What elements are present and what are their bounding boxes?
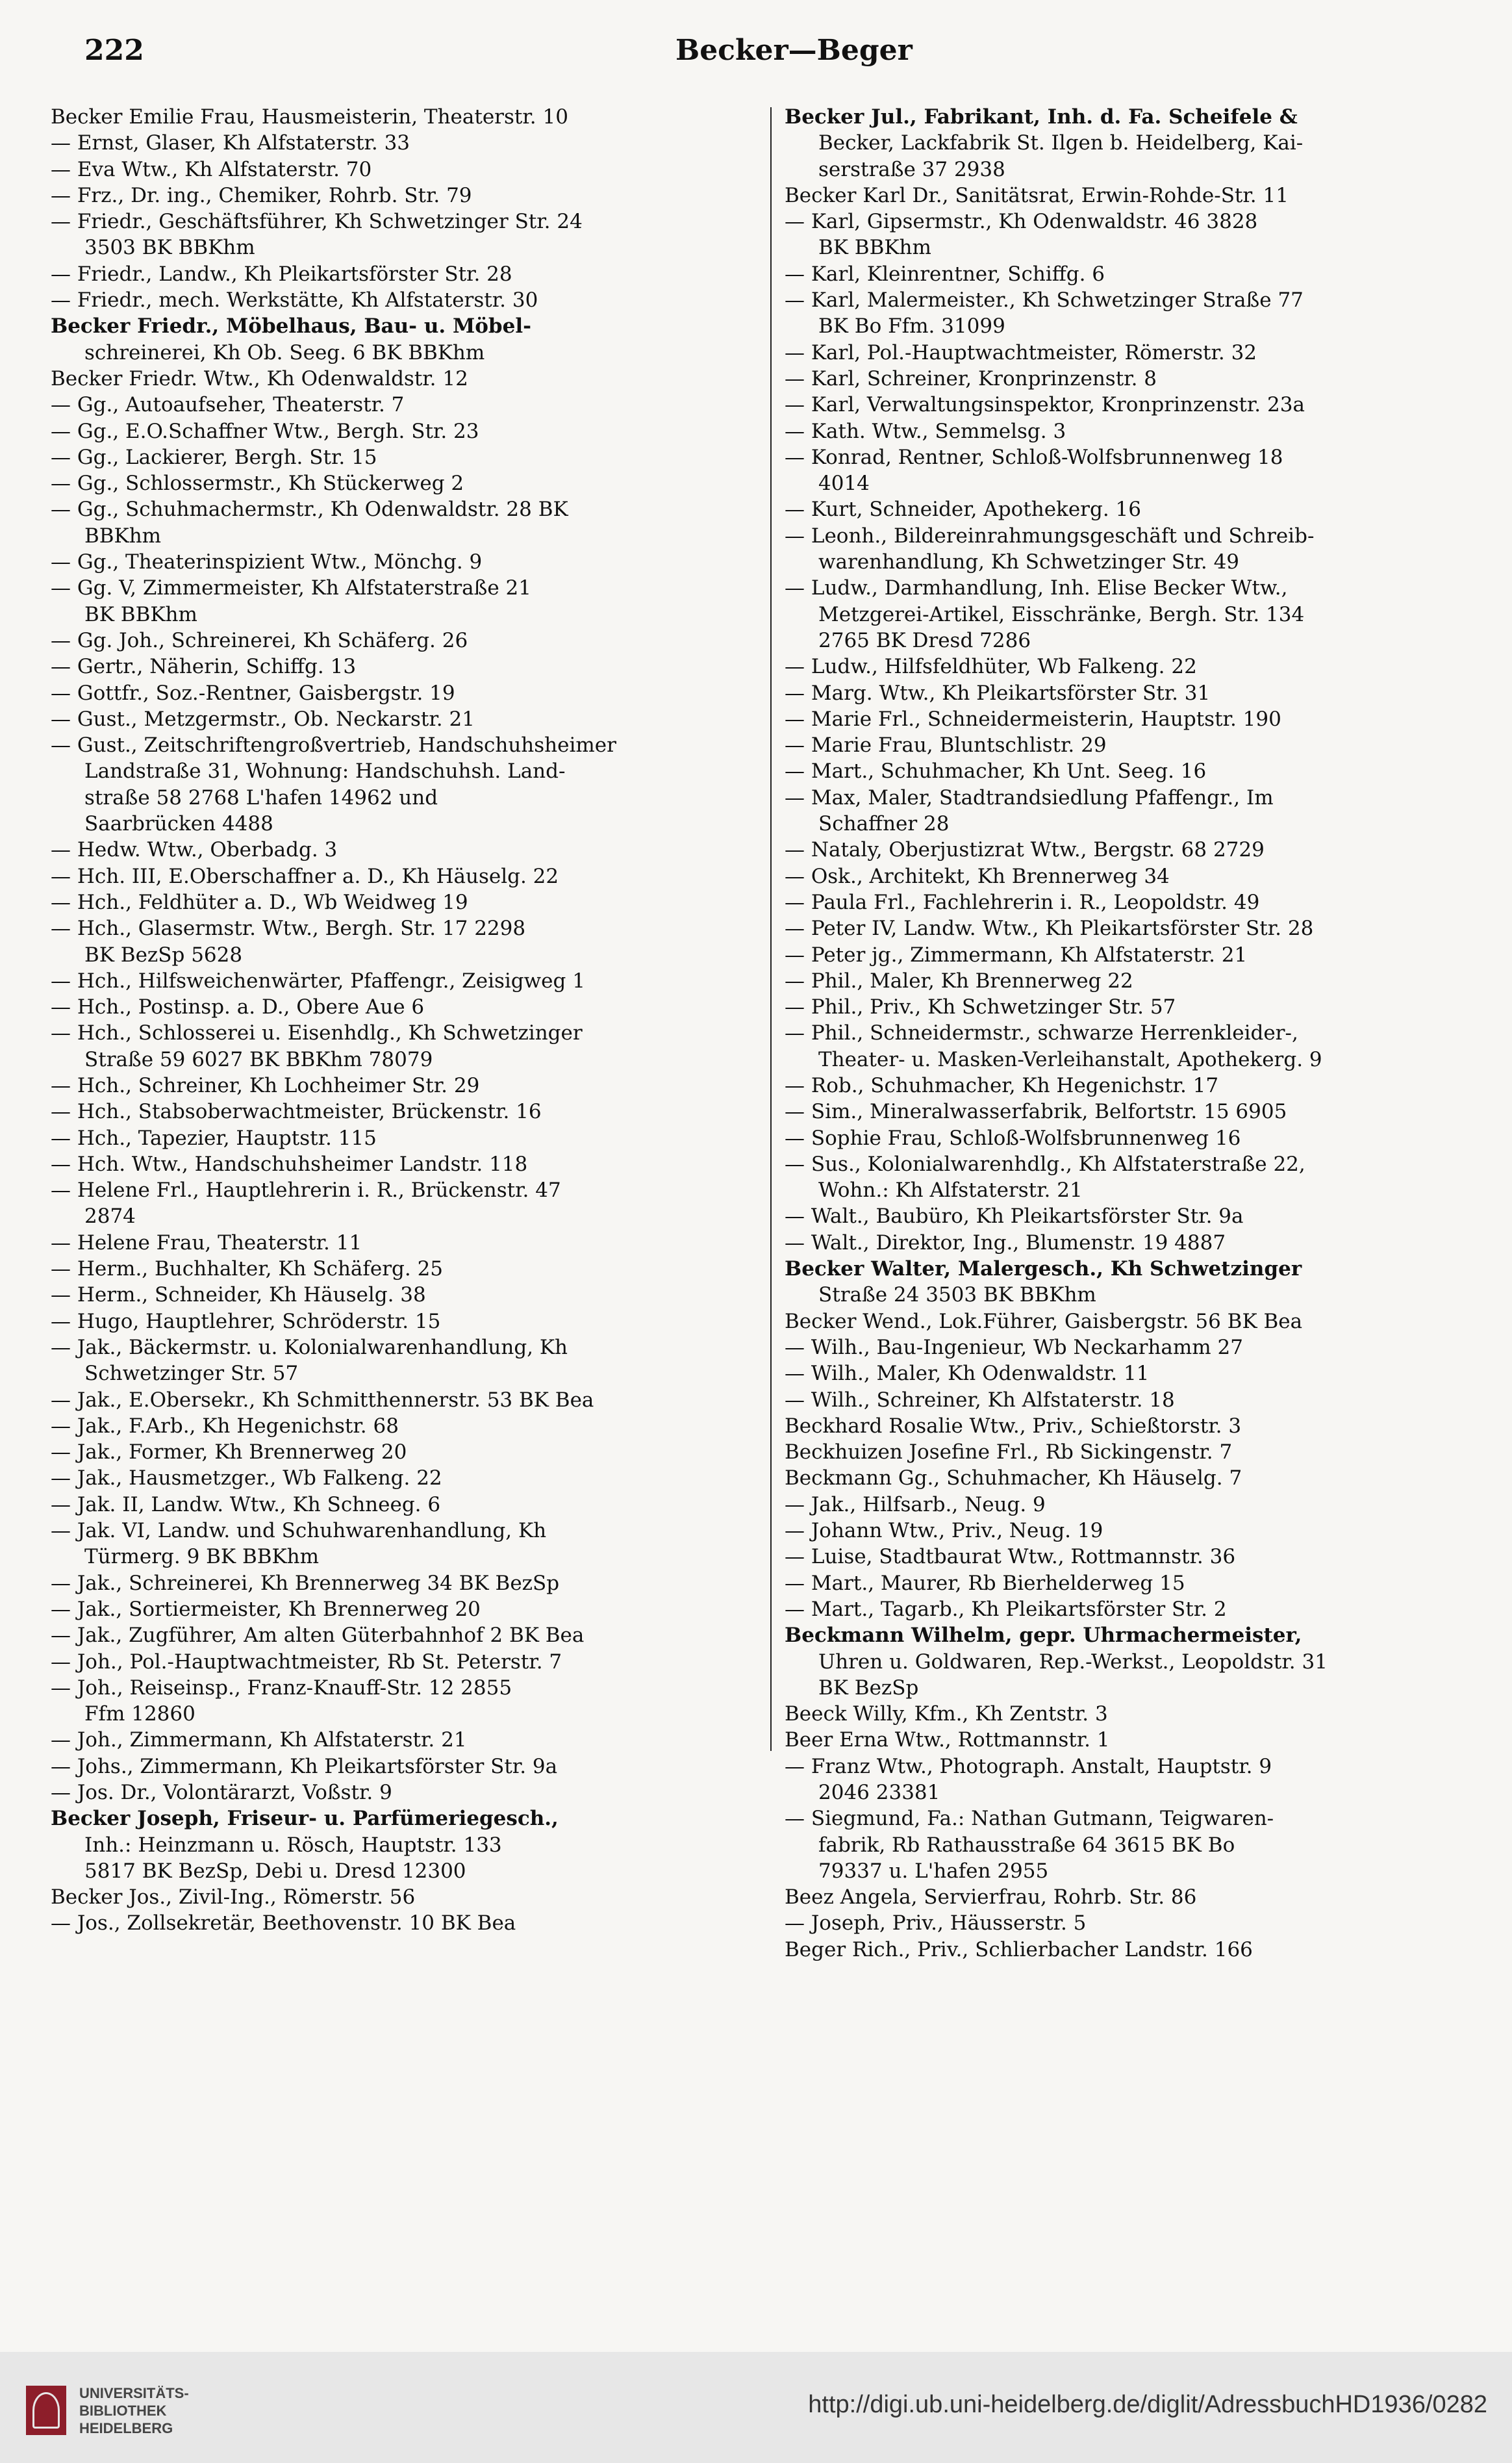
running-head: Becker—Beger (675, 34, 913, 67)
directory-entry-line: serstraße 37 2938 (818, 157, 1005, 181)
directory-entry-line: — Wilh., Bau-Ingenieur, Wb Neckarhamm 27 (785, 1335, 1243, 1359)
directory-entry-line: — Mart., Schuhmacher, Kh Unt. Seeg. 16 (785, 759, 1207, 784)
directory-entry-line: Wohn.: Kh Alfstaterstr. 21 (818, 1179, 1083, 1203)
directory-entry-line: — Joseph, Priv., Häusserstr. 5 (785, 1911, 1087, 1935)
directory-entry-line: — Karl, Schreiner, Kronprinzenstr. 8 (785, 366, 1157, 390)
directory-entry-line: — Leonh., Bildereinrahmungsgeschäft und Schreib- (785, 524, 1315, 548)
directory-entry-line: — Hch., Postinsp. a. D., Obere Aue 6 (51, 995, 425, 1019)
directory-entry-line: Becker Karl Dr., Sanitätsrat, Erwin-Rohde-Str. 11 (785, 183, 1289, 207)
directory-entry-line: — Eva Wtw., Kh Alfstaterstr. 70 (51, 157, 372, 181)
directory-entry-line: Becker Jos., Zivil-Ing., Römerstr. 56 (51, 1885, 416, 1909)
directory-entry-line: Becker Jul., Fabrikant, Inh. d. Fa. Scheifele & (785, 105, 1298, 129)
directory-entry-line: — Hch., Schlosserei u. Eisenhdlg., Kh Schwetzinger (51, 1021, 583, 1045)
directory-entry-line: — Marg. Wtw., Kh Pleikartsförster Str. 31 (785, 681, 1211, 705)
directory-entry-line: — Marie Frl., Schneidermeisterin, Hauptstr. 190 (785, 707, 1281, 731)
directory-entry-line: — Jak., Bäckermstr. u. Kolonialwarenhandlung, Kh (51, 1335, 568, 1359)
directory-entry-line: — Max, Maler, Stadtrandsiedlung Pfaffengr., Im (785, 785, 1274, 810)
directory-entry-line: BK BBKhm (84, 602, 197, 626)
directory-entry-line: 2765 BK Dresd 7286 (818, 628, 1031, 652)
directory-entry-line: — Kath. Wtw., Semmelsg. 3 (785, 419, 1066, 443)
directory-entry-line: — Hch. Wtw., Handschuhsheimer Landstr. 118 (51, 1152, 528, 1176)
directory-entry-line: Becker Walter, Malergesch., Kh Schwetzinger (785, 1257, 1302, 1281)
directory-entry-line: — Hch., Schreiner, Kh Lochheimer Str. 29 (51, 1073, 480, 1097)
directory-entry-line: — Hch., Feldhüter a. D., Wb Weidweg 19 (51, 890, 468, 914)
directory-entry-line: — Hch., Hilfsweichenwärter, Pfaffengr., Zeisigweg 1 (51, 969, 585, 993)
directory-entry-line: — Peter IV, Landw. Wtw., Kh Pleikartsförster Str. 28 (785, 917, 1314, 941)
directory-entry-line: — Gottfr., Soz.-Rentner, Gaisbergstr. 19 (51, 681, 455, 705)
directory-entry-line: schreinerei, Kh Ob. Seeg. 6 BK BBKhm (84, 340, 485, 364)
directory-entry-line: — Gg., Schlossermstr., Kh Stückerweg 2 (51, 472, 464, 496)
directory-entry-line: — Karl, Kleinrentner, Schiffg. 6 (785, 262, 1105, 286)
directory-entry-line: — Jak., Zugführer, Am alten Güterbahnhof 2 BK Bea (51, 1624, 585, 1648)
directory-entry-line: — Joh., Pol.-Hauptwachtmeister, Rb St. Peterstr. 7 (51, 1650, 562, 1674)
directory-entry-line: 4014 (818, 472, 870, 496)
directory-entry-line: BBKhm (84, 524, 162, 548)
directory-entry-line: — Joh., Zimmermann, Kh Alfstaterstr. 21 (51, 1728, 467, 1752)
directory-entry-line: — Johs., Zimmermann, Kh Pleikartsförster Str. 9a (51, 1754, 558, 1778)
directory-entry-line: — Gg., E.O.Schaffner Wtw., Bergh. Str. 23 (51, 419, 479, 443)
directory-entry-line: 5817 BK BezSp, Debi u. Dresd 12300 (84, 1859, 466, 1883)
directory-entry-line: Beckhard Rosalie Wtw., Priv., Schießtorstr. 3 (785, 1414, 1242, 1438)
directory-entry-line: — Franz Wtw., Photograph. Anstalt, Hauptstr. 9 (785, 1754, 1272, 1778)
directory-entry-line: — Paula Frl., Fachlehrerin i. R., Leopoldstr. 49 (785, 890, 1260, 914)
directory-entry-line: — Friedr., Landw., Kh Pleikartsförster Str. 28 (51, 262, 512, 286)
library-name (79, 2384, 189, 2437)
directory-entry-line: — Gertr., Näherin, Schiffg. 13 (51, 655, 357, 679)
directory-entry-line: — Mart., Tagarb., Kh Pleikartsförster Str. 2 (785, 1597, 1227, 1621)
directory-entry-line: — Herm., Buchhalter, Kh Schäferg. 25 (51, 1257, 444, 1281)
directory-entry-line: — Siegmund, Fa.: Nathan Gutmann, Teigwaren- (785, 1807, 1274, 1831)
column-divider (770, 107, 772, 1751)
directory-entry-line: Schwetzinger Str. 57 (84, 1362, 299, 1386)
directory-entry-line: — Hedw. Wtw., Oberbadg. 3 (51, 838, 338, 862)
directory-entry-line: Straße 59 6027 BK BBKhm 78079 (84, 1047, 433, 1071)
directory-entry-line: — Kurt, Schneider, Apothekerg. 16 (785, 498, 1141, 522)
directory-entry-line: 3503 BK BBKhm (84, 236, 255, 260)
directory-entry-line: — Jak., E.Obersekr., Kh Schmitthennerstr. 53 BK Bea (51, 1388, 594, 1412)
directory-entry-line: — Phil., Schneidermstr., schwarze Herrenkleider-, (785, 1021, 1298, 1045)
directory-entry-line: — Ludw., Darmhandlung, Inh. Elise Becker Wtw., (785, 576, 1288, 600)
directory-entry-line: — Sus., Kolonialwarenhdlg., Kh Alfstaterstraße 22, (785, 1152, 1305, 1176)
directory-entry-line: — Hch., Stabsoberwachtmeister, Brückenstr. 16 (51, 1100, 542, 1124)
directory-entry-line: — Gust., Zeitschriftengroßvertrieb, Handschuhsheimer (51, 734, 616, 758)
directory-entry-line: — Karl, Verwaltungsinspektor, Kronprinzenstr. 23a (785, 393, 1305, 417)
directory-entry-line: — Friedr., Geschäftsführer, Kh Schwetzinger Str. 24 (51, 210, 583, 234)
directory-entry-line: — Walt., Baubüro, Kh Pleikartsförster Str. 9a (785, 1205, 1244, 1229)
directory-entry-line: — Jak. VI, Landw. und Schuhwarenhandlung, Kh (51, 1519, 547, 1543)
directory-entry-line: — Phil., Priv., Kh Schwetzinger Str. 57 (785, 995, 1176, 1019)
directory-entry-line: — Walt., Direktor, Ing., Blumenstr. 19 4887 (785, 1231, 1226, 1255)
directory-entry-line: Becker Friedr., Möbelhaus, Bau- u. Möbel- (51, 314, 531, 338)
directory-entry-line: Landstraße 31, Wohnung: Handschuhsh. Land- (84, 759, 566, 784)
directory-entry-line: BK BBKhm (818, 236, 931, 260)
viewer-footer (0, 2352, 1512, 2463)
directory-entry-line: — Luise, Stadtbaurat Wtw., Rottmannstr. 36 (785, 1545, 1236, 1569)
directory-entry-line: BK BezSp (818, 1676, 919, 1700)
directory-entry-line: — Helene Frau, Theaterstr. 11 (51, 1231, 362, 1255)
directory-entry-line: — Gg., Autoaufseher, Theaterstr. 7 (51, 393, 405, 417)
directory-entry-line: — Friedr., mech. Werkstätte, Kh Alfstaterstr. 30 (51, 288, 538, 313)
directory-entry-line: — Jak., Schreinerei, Kh Brennerweg 34 BK BezSp (51, 1571, 560, 1595)
directory-entry-line: — Hch., Tapezier, Hauptstr. 115 (51, 1126, 377, 1150)
directory-entry-line: Inh.: Heinzmann u. Rösch, Hauptstr. 133 (84, 1833, 502, 1857)
directory-entry-line: Becker Wend., Lok.Führer, Gaisbergstr. 56 BK Bea (785, 1309, 1303, 1333)
directory-entry-line: — Marie Frau, Bluntschlistr. 29 (785, 734, 1107, 758)
directory-entry-line: — Jak., Hausmetzger., Wb Falkeng. 22 (51, 1466, 442, 1490)
left-column (51, 104, 762, 1937)
directory-entry-line: — Jak., Hilfsarb., Neug. 9 (785, 1492, 1046, 1516)
directory-entry-line: — Johann Wtw., Priv., Neug. 19 (785, 1519, 1103, 1543)
directory-entry-line: Becker Emilie Frau, Hausmeisterin, Theaterstr. 10 (51, 105, 568, 129)
directory-entry-line: Metzgerei-Artikel, Eisschränke, Bergh. Str. 134 (818, 602, 1305, 626)
directory-entry-line: Beez Angela, Servierfrau, Rohrb. Str. 86 (785, 1885, 1197, 1909)
directory-entry-line: — Sophie Frau, Schloß-Wolfsbrunnenweg 16 (785, 1126, 1241, 1150)
directory-entry-line: Theater- u. Masken-Verleihanstalt, Apothekerg. 9 (818, 1047, 1322, 1071)
directory-entry-line: Becker, Lackfabrik St. Ilgen b. Heidelberg, Kai- (818, 131, 1304, 155)
directory-entry-line: Beckmann Gg., Schuhmacher, Kh Häuselg. 7 (785, 1466, 1242, 1490)
directory-entry-line: — Karl, Malermeister., Kh Schwetzinger Straße 77 (785, 288, 1304, 313)
library-name-line: BIBLIOTHEK (79, 2403, 167, 2419)
directory-entry-line: BK Bo Ffm. 31099 (818, 314, 1005, 338)
directory-entry-line: — Jak., Former, Kh Brennerweg 20 (51, 1440, 407, 1464)
directory-entry-line: — Jos., Zollsekretär, Beethovenstr. 10 BK Bea (51, 1911, 516, 1935)
directory-entry-line: Türmerg. 9 BK BBKhm (84, 1545, 320, 1569)
directory-entry-line: Becker Joseph, Friseur- u. Parfümeriegesch., (51, 1807, 559, 1831)
directory-entry-line: 2874 (84, 1205, 136, 1229)
directory-entry-line: — Karl, Gipsermstr., Kh Odenwaldstr. 46 3828 (785, 210, 1258, 234)
directory-entry-line: — Helene Frl., Hauptlehrerin i. R., Brückenstr. 47 (51, 1179, 561, 1203)
directory-entry-line: Becker Friedr. Wtw., Kh Odenwaldstr. 12 (51, 366, 468, 390)
directory-entry-line: 79337 u. L'hafen 2955 (818, 1859, 1049, 1883)
directory-entry-line: BK BezSp 5628 (84, 943, 243, 967)
directory-entry-line: — Gg. V, Zimmermeister, Kh Alfstaterstraße 21 (51, 576, 531, 600)
directory-entry-line: Saarbrücken 4488 (84, 812, 273, 836)
directory-entry-line: — Ernst, Glaser, Kh Alfstaterstr. 33 (51, 131, 410, 155)
directory-entry-line: fabrik, Rb Rathausstraße 64 3615 BK Bo (818, 1833, 1235, 1857)
directory-entry-line: — Phil., Maler, Kh Brennerweg 22 (785, 969, 1133, 993)
directory-entry-line: — Gg., Lackierer, Bergh. Str. 15 (51, 445, 377, 469)
directory-entry-line: — Gust., Metzgermstr., Ob. Neckarstr. 21 (51, 707, 475, 731)
directory-entry-line: — Frz., Dr. ing., Chemiker, Rohrb. Str. 79 (51, 183, 472, 207)
directory-entry-line: — Jos. Dr., Volontärarzt, Voßstr. 9 (51, 1781, 392, 1804)
directory-entry-line: Schaffner 28 (818, 812, 950, 836)
directory-entry-line: Uhren u. Goldwaren, Rep.-Werkst., Leopoldstr. 31 (818, 1650, 1328, 1674)
directory-entry-line: — Mart., Maurer, Rb Bierhelderweg 15 (785, 1571, 1185, 1595)
directory-entry-line: warenhandlung, Kh Schwetzinger Str. 49 (818, 550, 1240, 574)
library-name-line: HEIDELBERG (79, 2420, 173, 2436)
directory-entry-line: — Jak. II, Landw. Wtw., Kh Schneeg. 6 (51, 1492, 441, 1516)
directory-entry-line: — Jak., Sortiermeister, Kh Brennerweg 20 (51, 1597, 481, 1621)
directory-entry-line: — Gg. Joh., Schreinerei, Kh Schäferg. 26 (51, 628, 468, 652)
directory-entry-line: Beeck Willy, Kfm., Kh Zentstr. 3 (785, 1702, 1108, 1726)
directory-entry-line: — Wilh., Maler, Kh Odenwaldstr. 11 (785, 1362, 1150, 1386)
right-column (785, 104, 1447, 1963)
directory-entry-line: — Osk., Architekt, Kh Brennerweg 34 (785, 864, 1170, 888)
directory-entry-line: — Joh., Reiseinsp., Franz-Knauff-Str. 12 2855 (51, 1676, 512, 1700)
directory-entry-line: — Gg., Theaterinspizient Wtw., Mönchg. 9 (51, 550, 483, 574)
directory-entry-line: Beger Rich., Priv., Schlierbacher Landstr. 166 (785, 1937, 1253, 1961)
directory-entry-line: Beckmann Wilhelm, gepr. Uhrmachermeister, (785, 1624, 1302, 1648)
directory-entry-line: — Rob., Schuhmacher, Kh Hegenichstr. 17 (785, 1073, 1219, 1097)
directory-entry-line: — Herm., Schneider, Kh Häuselg. 38 (51, 1283, 426, 1307)
directory-entry-line: straße 58 2768 L'hafen 14962 und (84, 785, 438, 810)
directory-entry-line: Beckhuizen Josefine Frl., Rb Sickingenstr. 7 (785, 1440, 1233, 1464)
directory-entry-line: Straße 24 3503 BK BBKhm (818, 1283, 1096, 1307)
directory-entry-line: — Gg., Schuhmachermstr., Kh Odenwaldstr. 28 BK (51, 498, 568, 522)
directory-entry-line: — Peter jg., Zimmermann, Kh Alfstaterstr. 21 (785, 943, 1248, 967)
directory-entry-line: — Jak., F.Arb., Kh Hegenichstr. 68 (51, 1414, 399, 1438)
directory-entry-line: — Konrad, Rentner, Schloß-Wolfsbrunnenweg 18 (785, 445, 1283, 469)
directory-entry-line: Beer Erna Wtw., Rottmannstr. 1 (785, 1728, 1110, 1752)
directory-entry-line: — Sim., Mineralwasserfabrik, Belfortstr. 15 6905 (785, 1100, 1287, 1124)
directory-entry-line: — Hch. III, E.Oberschaffner a. D., Kh Häuselg. 22 (51, 864, 559, 888)
directory-entry-line: — Karl, Pol.-Hauptwachtmeister, Römerstr. 32 (785, 340, 1257, 364)
directory-entry-line: — Ludw., Hilfsfeldhüter, Wb Falkeng. 22 (785, 655, 1197, 679)
library-name-line: UNIVERSITÄTS- (79, 2385, 189, 2401)
source-url-link[interactable]: http://digi.ub.uni-heidelberg.de/diglit/AdressbuchHD1936/0282 (808, 2391, 1487, 2418)
directory-entry-line: — Hugo, Hauptlehrer, Schröderstr. 15 (51, 1309, 441, 1333)
directory-entry-line: 2046 23381 (818, 1781, 940, 1804)
directory-entry-line: — Hch., Glasermstr. Wtw., Bergh. Str. 17 2298 (51, 917, 526, 941)
directory-entry-line: — Wilh., Schreiner, Kh Alfstaterstr. 18 (785, 1388, 1175, 1412)
directory-entry-line: — Nataly, Oberjustizrat Wtw., Bergstr. 68 2729 (785, 838, 1265, 862)
directory-entry-line: Ffm 12860 (84, 1702, 195, 1726)
library-logo-icon (26, 2386, 66, 2435)
page-number: 222 (84, 34, 144, 67)
